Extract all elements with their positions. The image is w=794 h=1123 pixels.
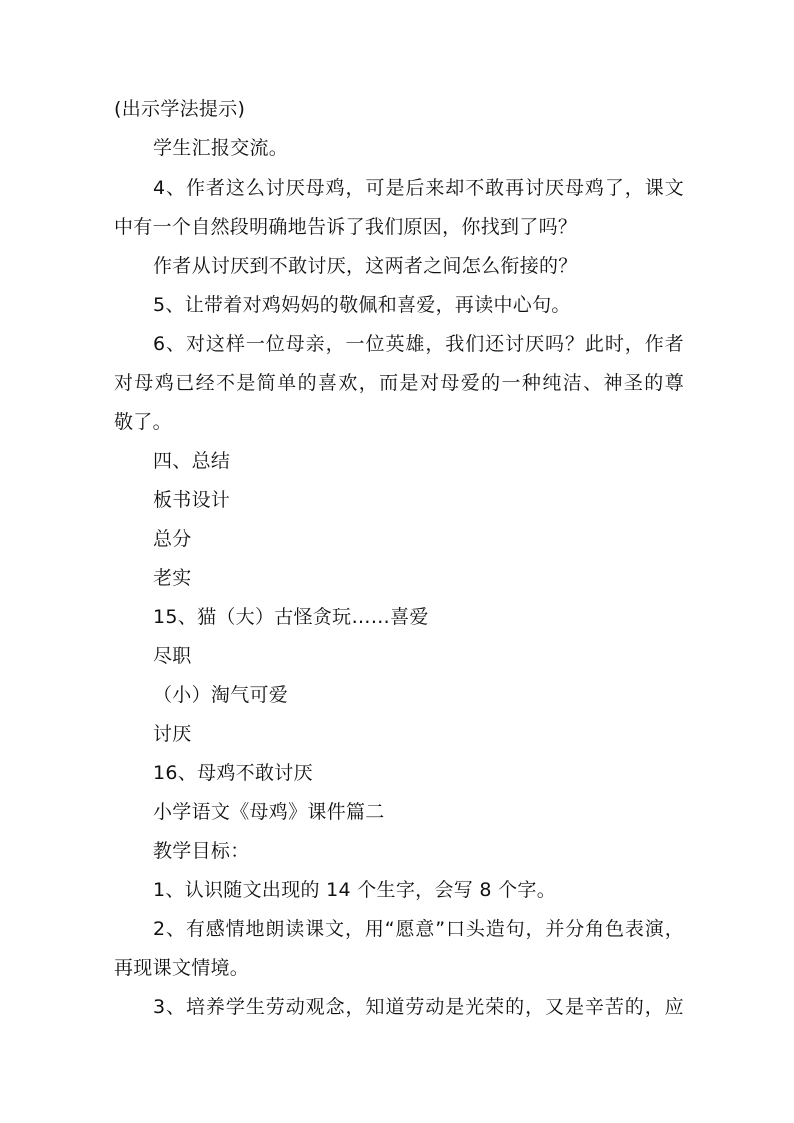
section-heading: 四、总结 [153,450,231,472]
paragraph-line: 教学目标： [153,840,250,862]
list-item: 2、有感情地朗读课文，用“愿意”口头造句，并分角色表演， [153,918,684,940]
paragraph-line: 学生汇报交流。 [153,137,289,159]
list-item: 3、培养学生劳动观念，知道劳动是光荣的，又是辛苦的，应 [153,996,684,1018]
paragraph-line: 中有一个自然段明确地告诉了我们原因，你找到了吗？ [114,216,578,238]
paragraph-line: 尽职 [153,645,192,667]
paragraph-line: 作者从讨厌到不敢讨厌，这两者之间怎么衔接的？ [153,255,578,277]
paragraph-line: （小）淘气可爱 [153,684,289,706]
list-item: 1、认识随文出现的 14 个生字，会写 8 个字。 [153,879,557,901]
paragraph-line: 总分 [153,528,192,550]
paragraph-line: 16、母鸡不敢讨厌 [153,762,313,784]
section-title: 小学语文《母鸡》课件篇二 [153,801,385,823]
paragraph-line: 敬了。 [114,411,172,433]
paragraph-line: 15、猫（大）古怪贪玩……喜爱 [153,606,429,628]
paragraph-line: 讨厌 [153,723,192,745]
paragraph-line: 再现课文情境。 [114,957,250,979]
paragraph-line: 4、作者这么讨厌母鸡，可是后来却不敢再讨厌母鸡了，课文 [153,177,684,199]
paragraph-line: 老实 [153,567,192,589]
paragraph-line: (出示学法提示) [114,98,246,120]
paragraph-line: 对母鸡已经不是简单的喜欢，而是对母爱的一种纯洁、神圣的尊 [114,372,684,394]
paragraph-line: 6、对这样一位母亲，一位英雄，我们还讨厌吗？此时，作者 [153,333,684,355]
paragraph-line: 5、让带着对鸡妈妈的敬佩和喜爱，再读中心句。 [153,294,571,316]
paragraph-line: 板书设计 [153,489,231,511]
